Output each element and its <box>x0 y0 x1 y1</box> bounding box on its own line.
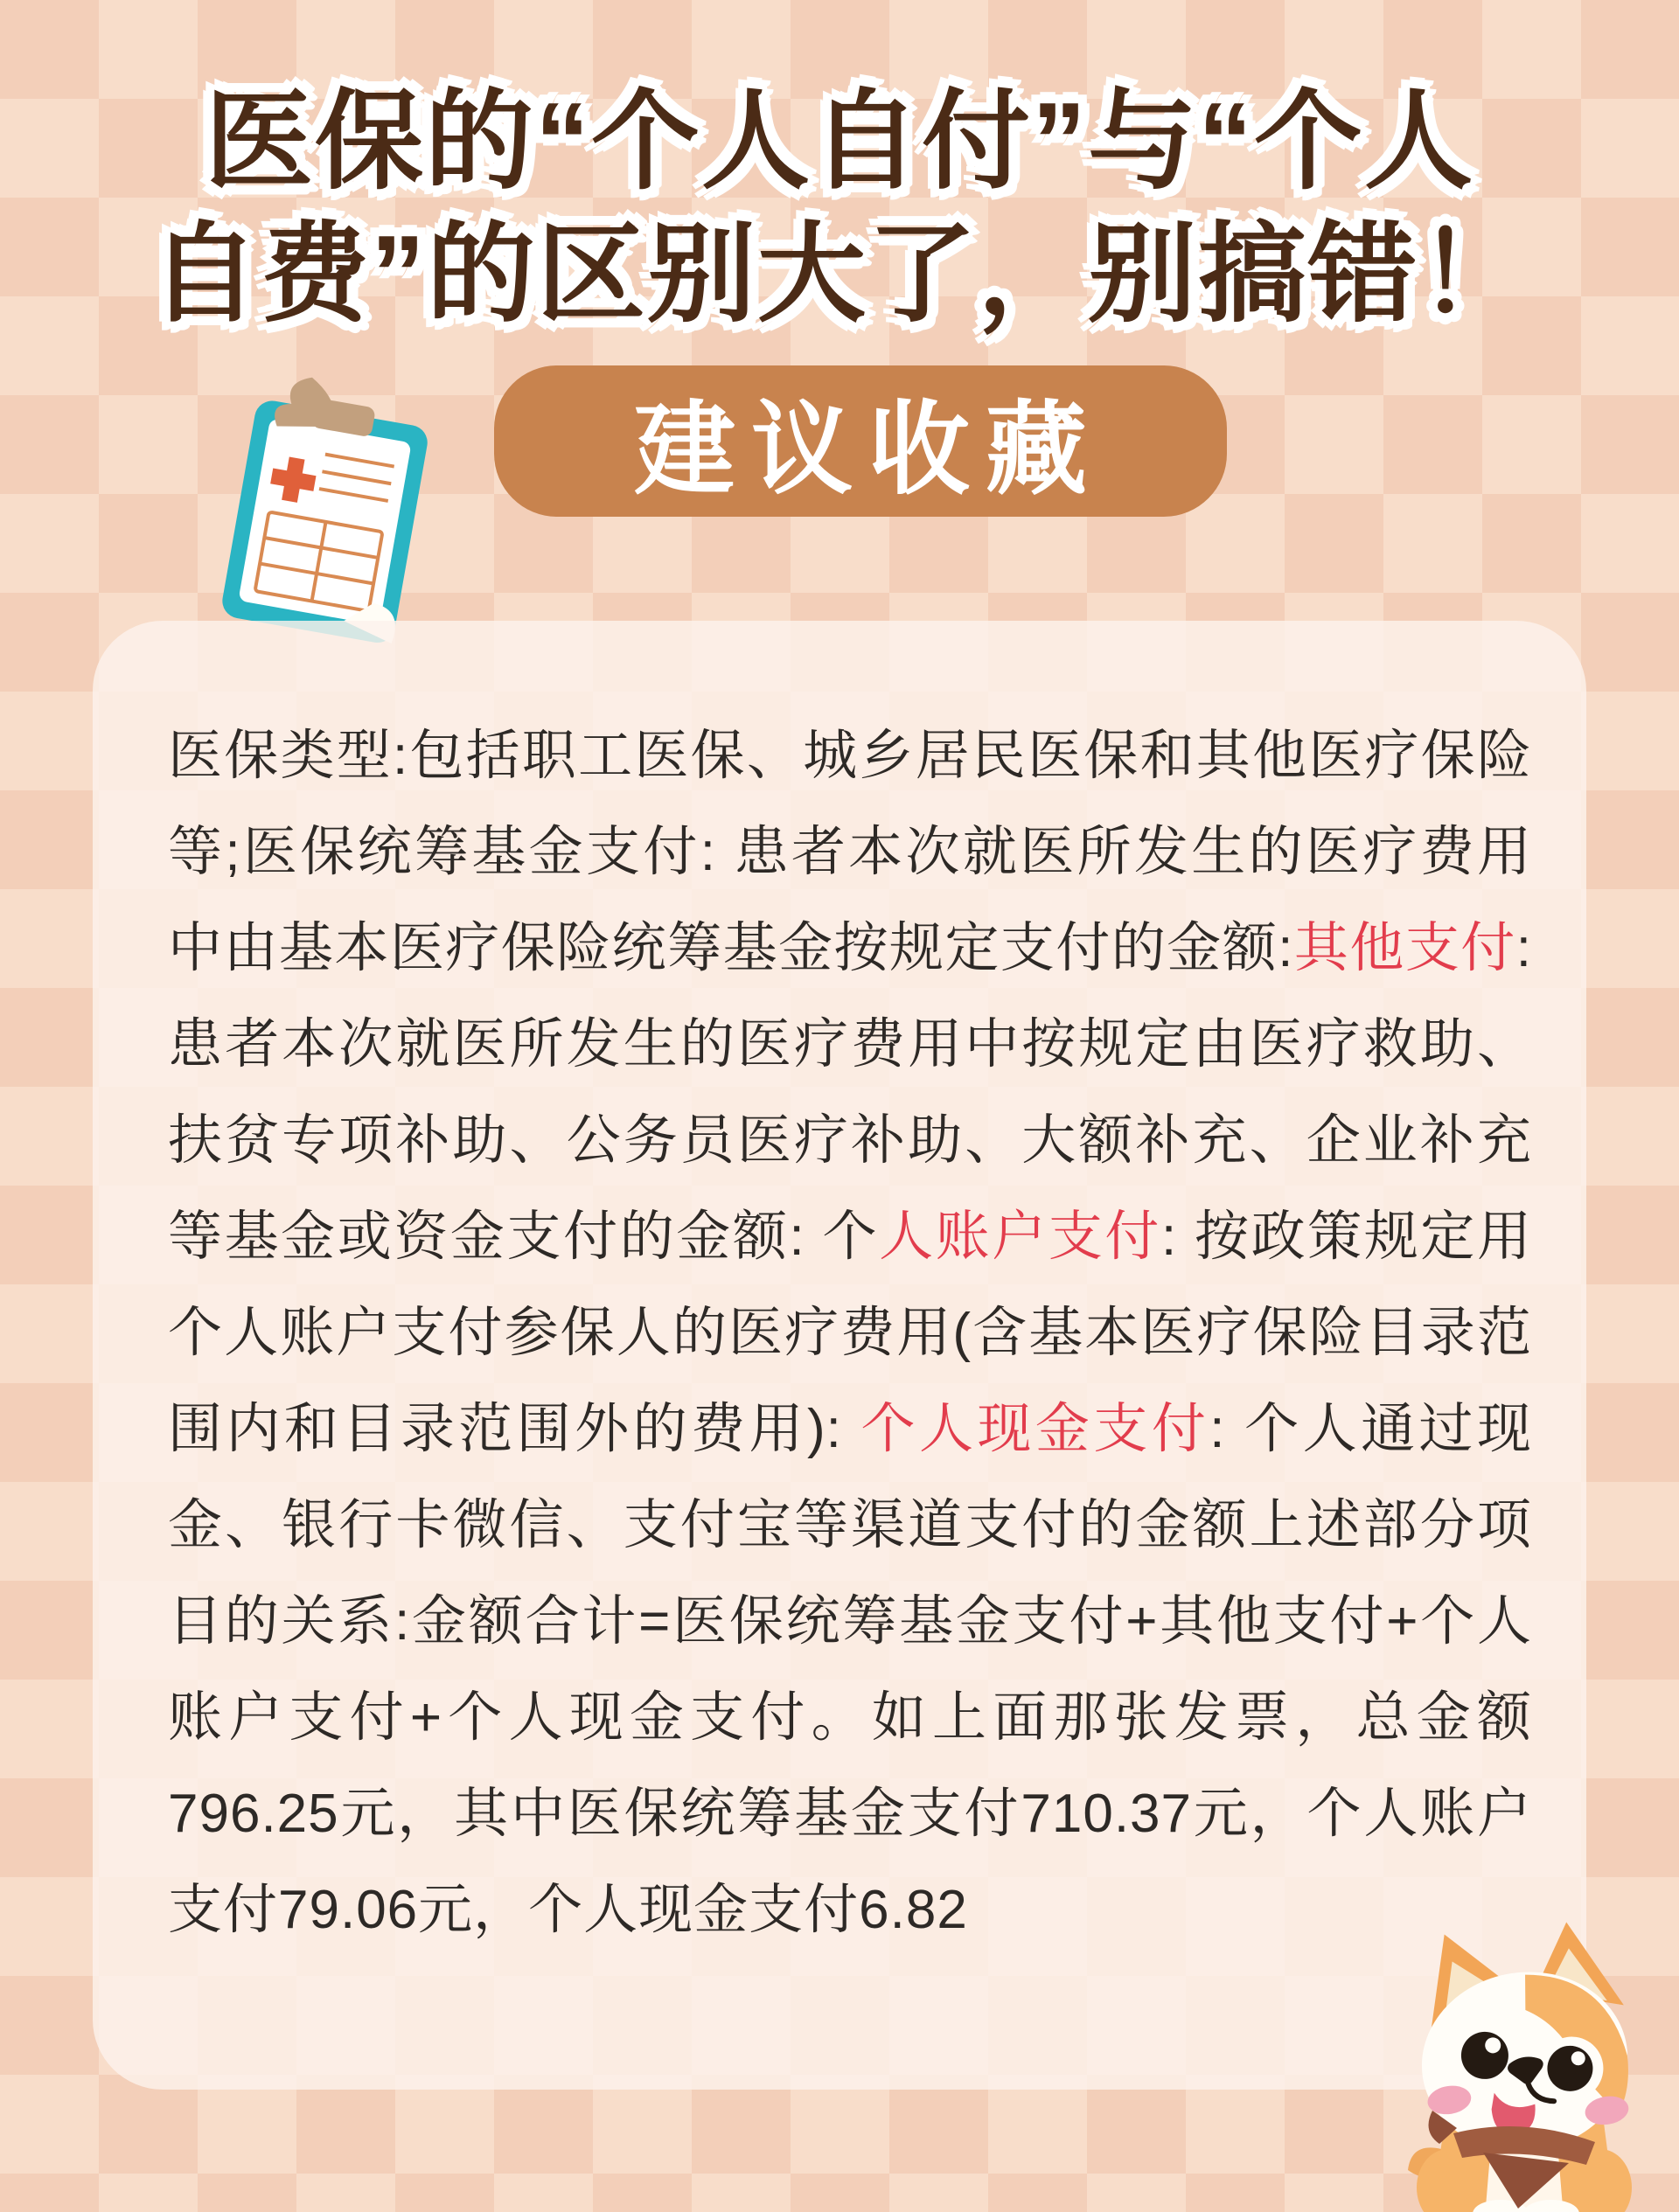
body-text: : 患者本次就医所发生的医疗费用中按规定由医疗救助、扶贫专项补助、公务员医疗补助、大额补充、企业补充等基金或资金支付的金额: 个 <box>168 918 1532 1267</box>
page-title-line1: 医保的“个人自付”与“个人 <box>204 81 1474 202</box>
page-title-line2: 自费”的区别大了，别搞错！ <box>150 214 1529 335</box>
save-suggestion-badge: 建议收藏 <box>494 365 1227 517</box>
body-text: : 按政策规定用个人账户支付参保人的医疗费用(含基本医疗保险目录范围内和目录范围外的费用): <box>168 1207 1532 1459</box>
content-text <box>168 708 1532 1958</box>
highlight-text: 人账户支付 <box>879 1207 1162 1267</box>
medical-clipboard-icon <box>191 374 453 645</box>
corgi-dog-illustration <box>1361 1913 1679 2212</box>
body-text: : 个人通过现金、银行卡微信、支付宝等渠道支付的金额上述部分项目的关系:金额合计=医保统筹基金支付+其他支付+个人账户支付+个人现金支付。如上面那张发票，总金额796.25元，其中医保统筹基金支付710.37元，个人账户支付79.06元，个人现金支付6.82 <box>168 1399 1532 1940</box>
page-title <box>0 75 1679 341</box>
highlight-text: 个人现金支付 <box>860 1399 1210 1459</box>
highlight-text: 其他支付 <box>1293 918 1516 978</box>
body-text: 医保类型:包括职工医保、城乡居民医保和其他医疗保险等;医保统筹基金支付: 患者本次就医所发生的医疗费用中由基本医疗保险统筹基金按规定支付的金额: <box>168 726 1532 978</box>
